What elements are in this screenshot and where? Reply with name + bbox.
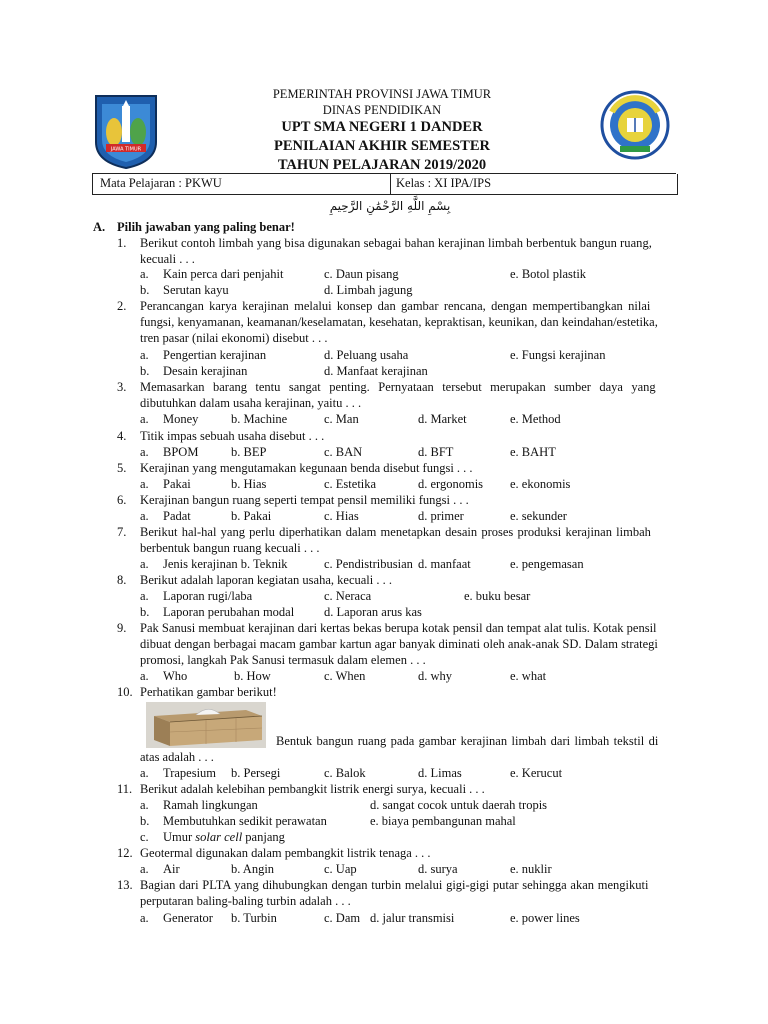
option-text[interactable]: c. Estetika — [324, 477, 377, 491]
option-text[interactable]: e. what — [510, 669, 547, 683]
basmalah: بِسْمِ اللَّهِ الرَّحْمَٰنِ الرَّحِيمِ — [329, 199, 451, 213]
option-text[interactable]: Pakai — [163, 477, 191, 491]
option-letter: b. — [140, 605, 150, 619]
option-letter: b. — [140, 814, 150, 828]
option-letter: a. — [140, 766, 149, 780]
option-text[interactable]: Jenis kerajinan b. Teknik — [163, 557, 288, 571]
option-text[interactable]: e. Method — [510, 412, 561, 426]
question-text: Berikut adalah kelebihan pembangkit listrik energi surya, kecuali . . . — [140, 782, 485, 796]
question-text: Berikut adalah laporan kegiatan usaha, kecuali . . . — [140, 573, 392, 587]
option-letter: a. — [140, 911, 149, 925]
option-text[interactable]: d. Laporan arus kas — [324, 605, 422, 619]
option-text[interactable]: Padat — [163, 509, 191, 523]
option-text[interactable]: e. ekonomis — [510, 477, 571, 491]
option-text[interactable]: e. biaya pembangunan mahal — [370, 814, 516, 828]
option-text[interactable]: d. surya — [418, 862, 458, 876]
option-text[interactable]: BPOM — [163, 445, 199, 459]
option-text[interactable]: Air — [163, 862, 180, 876]
option-text[interactable]: b. How — [234, 669, 271, 683]
question-number: 5. — [117, 461, 127, 475]
option-text[interactable]: d. Peluang usaha — [324, 348, 409, 362]
option-text[interactable]: Money — [163, 412, 199, 426]
option-text[interactable]: c. Uap — [324, 862, 357, 876]
option-text[interactable]: c. Daun pisang — [324, 267, 399, 281]
option-letter: a. — [140, 348, 149, 362]
subject-label: Mata Pelajaran : PKWU — [100, 176, 222, 190]
svg-text:JAWA TIMUR: JAWA TIMUR — [110, 146, 142, 153]
option-letter: a. — [140, 669, 149, 683]
option-text[interactable]: d. Manfaat kerajinan — [324, 364, 428, 378]
option-letter: a. — [140, 798, 149, 812]
option-text[interactable]: b. Machine — [231, 412, 288, 426]
option-text[interactable]: b. Pakai — [231, 509, 272, 523]
option-text[interactable]: Umur solar cell panjang — [163, 830, 285, 844]
question-text: dibuat dengan berbagai macam gambar kartun agar banyak diminati oleh anak-anak SD. Dalam strategi — [140, 637, 658, 651]
option-text[interactable]: Who — [163, 669, 188, 683]
question-number: 4. — [117, 429, 127, 443]
question-number: 2. — [117, 299, 127, 313]
question-text: Geotermal digunakan dalam pembangkit listrik tenaga . . . — [140, 846, 431, 860]
question-text: promosi, langkah Pak Sanusi termasuk dalam elemen . . . — [140, 653, 426, 667]
question-number: 3. — [117, 380, 127, 394]
school-emblem-icon — [600, 90, 670, 160]
header-school-name: UPT SMA NEGERI 1 DANDER — [281, 119, 483, 135]
question-number: 1. — [117, 236, 127, 250]
option-letter: a. — [140, 862, 149, 876]
option-text[interactable]: d. sangat cocok untuk daerah tropis — [370, 798, 548, 812]
question-text: Pak Sanusi membuat kerajinan dari kertas bekas berupa kotak pensil dan tempat alat tulis. Kotak pensil — [140, 621, 657, 635]
east-java-emblem-icon — [92, 92, 160, 170]
option-text[interactable]: c. Pendistribusian — [324, 557, 413, 571]
left-logo — [92, 92, 160, 170]
option-text[interactable]: d. Limas — [418, 766, 462, 780]
option-letter: a. — [140, 477, 149, 491]
option-letter: b. — [140, 283, 150, 297]
option-text[interactable]: Kain perca dari penjahit — [163, 267, 284, 281]
option-text[interactable]: c. Neraca — [324, 589, 372, 603]
question-text: berbentuk bangun ruang kecuali . . . — [140, 541, 320, 555]
question-number: 8. — [117, 573, 127, 587]
option-text[interactable]: c. Man — [324, 412, 359, 426]
option-text[interactable]: Laporan perubahan modal — [163, 605, 295, 619]
option-text[interactable]: Serutan kayu — [163, 283, 229, 297]
option-text[interactable]: e. Kerucut — [510, 766, 563, 780]
option-text[interactable]: Desain kerajinan — [163, 364, 248, 378]
option-text[interactable]: c. Dam — [324, 911, 361, 925]
option-text[interactable]: Trapesium — [163, 766, 217, 780]
option-text[interactable]: d. jalur transmisi — [370, 911, 455, 925]
header-exam-title: PENILAIAN AKHIR SEMESTER — [274, 138, 490, 154]
option-text[interactable]: d. ergonomis — [418, 477, 484, 491]
question-number: 7. — [117, 525, 127, 539]
header-line-province: PEMERINTAH PROVINSI JAWA TIMUR — [272, 87, 492, 101]
option-text[interactable]: d. primer — [418, 509, 464, 523]
option-letter: b. — [140, 364, 150, 378]
option-text[interactable]: d. BFT — [418, 445, 454, 459]
question-number: 11. — [117, 782, 133, 796]
option-text[interactable]: Ramah lingkungan — [163, 798, 258, 812]
question-text: kecuali . . . — [140, 252, 195, 266]
question-text: dibutuhkan dalam usaha kerajinan, yaitu . . . — [140, 396, 362, 410]
info-table-divider — [390, 174, 391, 194]
option-text[interactable]: Pengertian kerajinan — [163, 348, 267, 362]
option-letter: c. — [140, 830, 149, 844]
option-text[interactable]: e. Botol plastik — [510, 267, 587, 281]
option-text[interactable]: e. sekunder — [510, 509, 567, 523]
question-text: Bentuk bangun ruang pada gambar kerajinan limbah dari limbah tekstil di — [276, 734, 659, 748]
option-text[interactable]: c. When — [324, 669, 366, 683]
solar-cell-term: solar cell — [195, 830, 243, 844]
header-academic-year: TAHUN PELAJARAN 2019/2020 — [277, 157, 487, 173]
question-text: Bagian dari PLTA yang dihubungkan dengan turbin melalui gigi-gigi putar sehingga akan mengikuti — [140, 878, 649, 892]
question-text: Kerajinan yang mengutamakan kegunaan benda disebut fungsi . . . — [140, 461, 473, 475]
question-text: fungsi, kenyamanan, keamanan/keselamatan, kesehatan, kepraktisan, keunikan, dan keindahan/estetika, — [140, 315, 658, 329]
option-text[interactable]: b. Hias — [231, 477, 267, 491]
question-number: 10. — [117, 685, 133, 699]
option-text[interactable]: d. Limbah jagung — [324, 283, 413, 297]
option-text[interactable]: b. BEP — [231, 445, 267, 459]
tissue-box-image — [146, 702, 266, 748]
tissue-box-icon — [146, 702, 266, 748]
option-text[interactable]: e. buku besar — [464, 589, 531, 603]
question-number: 6. — [117, 493, 127, 507]
question-text: Titik impas sebuah usaha disebut . . . — [140, 429, 325, 443]
question-text: perputaran baling-baling turbin adalah . . . — [140, 894, 351, 908]
option-text[interactable]: c. Balok — [324, 766, 366, 780]
option-letter: a. — [140, 445, 149, 459]
question-number: 9. — [117, 621, 127, 635]
option-text[interactable]: c. BAN — [324, 445, 363, 459]
question-text: Berikut hal-hal yang perlu diperhatikan dalam menetapkan desain proses produksi kerajinan limbah — [140, 525, 651, 539]
option-text[interactable]: b. Turbin — [231, 911, 277, 925]
option-letter: a. — [140, 412, 149, 426]
question-text: Perhatikan gambar berikut! — [140, 685, 277, 699]
question-text: Kerajinan bangun ruang seperti tempat pensil memiliki fungsi . . . — [140, 493, 469, 507]
option-letter: a. — [140, 267, 149, 281]
option-text[interactable]: b. Angin — [231, 862, 275, 876]
question-number: 13. — [117, 878, 133, 892]
option-text[interactable]: b. Persegi — [231, 766, 281, 780]
option-text[interactable]: d. why — [418, 669, 453, 683]
option-letter: a. — [140, 509, 149, 523]
right-logo — [600, 90, 670, 160]
option-text[interactable]: e. pengemasan — [510, 557, 584, 571]
option-text[interactable]: Generator — [163, 911, 213, 925]
option-text[interactable]: d. Market — [418, 412, 467, 426]
question-text: atas adalah . . . — [140, 750, 214, 764]
option-text[interactable]: c. Hias — [324, 509, 359, 523]
option-text[interactable]: Membutuhkan sedikit perawatan — [163, 814, 327, 828]
option-text[interactable]: e. BAHT — [510, 445, 556, 459]
option-text[interactable]: e. nuklir — [510, 862, 552, 876]
section-letter: A. — [93, 220, 106, 234]
option-letter: a. — [140, 557, 149, 571]
header-line-office: DINAS PENDIDIKAN — [322, 103, 442, 117]
option-text[interactable]: e. Fungsi kerajinan — [510, 348, 606, 362]
option-text[interactable]: e. power lines — [510, 911, 580, 925]
option-letter: a. — [140, 589, 149, 603]
question-number: 12. — [117, 846, 133, 860]
class-label: Kelas : XI IPA/IPS — [396, 176, 492, 190]
question-text: tren pasar (nilai ekonomi) disebut . . . — [140, 331, 328, 345]
section-title: Pilih jawaban yang paling benar! — [117, 220, 295, 234]
question-text: Memasarkan barang tentu sangat penting. Pernyataan tersebut merupakan sumber daya yang — [140, 380, 656, 394]
question-text: Perancangan karya kerajinan melalui konsep dan gambar rencana, dengan mempertibangkan nilai — [140, 299, 651, 313]
option-text[interactable]: Laporan rugi/laba — [163, 589, 253, 603]
question-text: Berikut contoh limbah yang bisa digunakan sebagai bahan kerajinan limbah berbentuk bangun ruang, — [140, 236, 652, 250]
option-text[interactable]: d. manfaat — [418, 557, 471, 571]
